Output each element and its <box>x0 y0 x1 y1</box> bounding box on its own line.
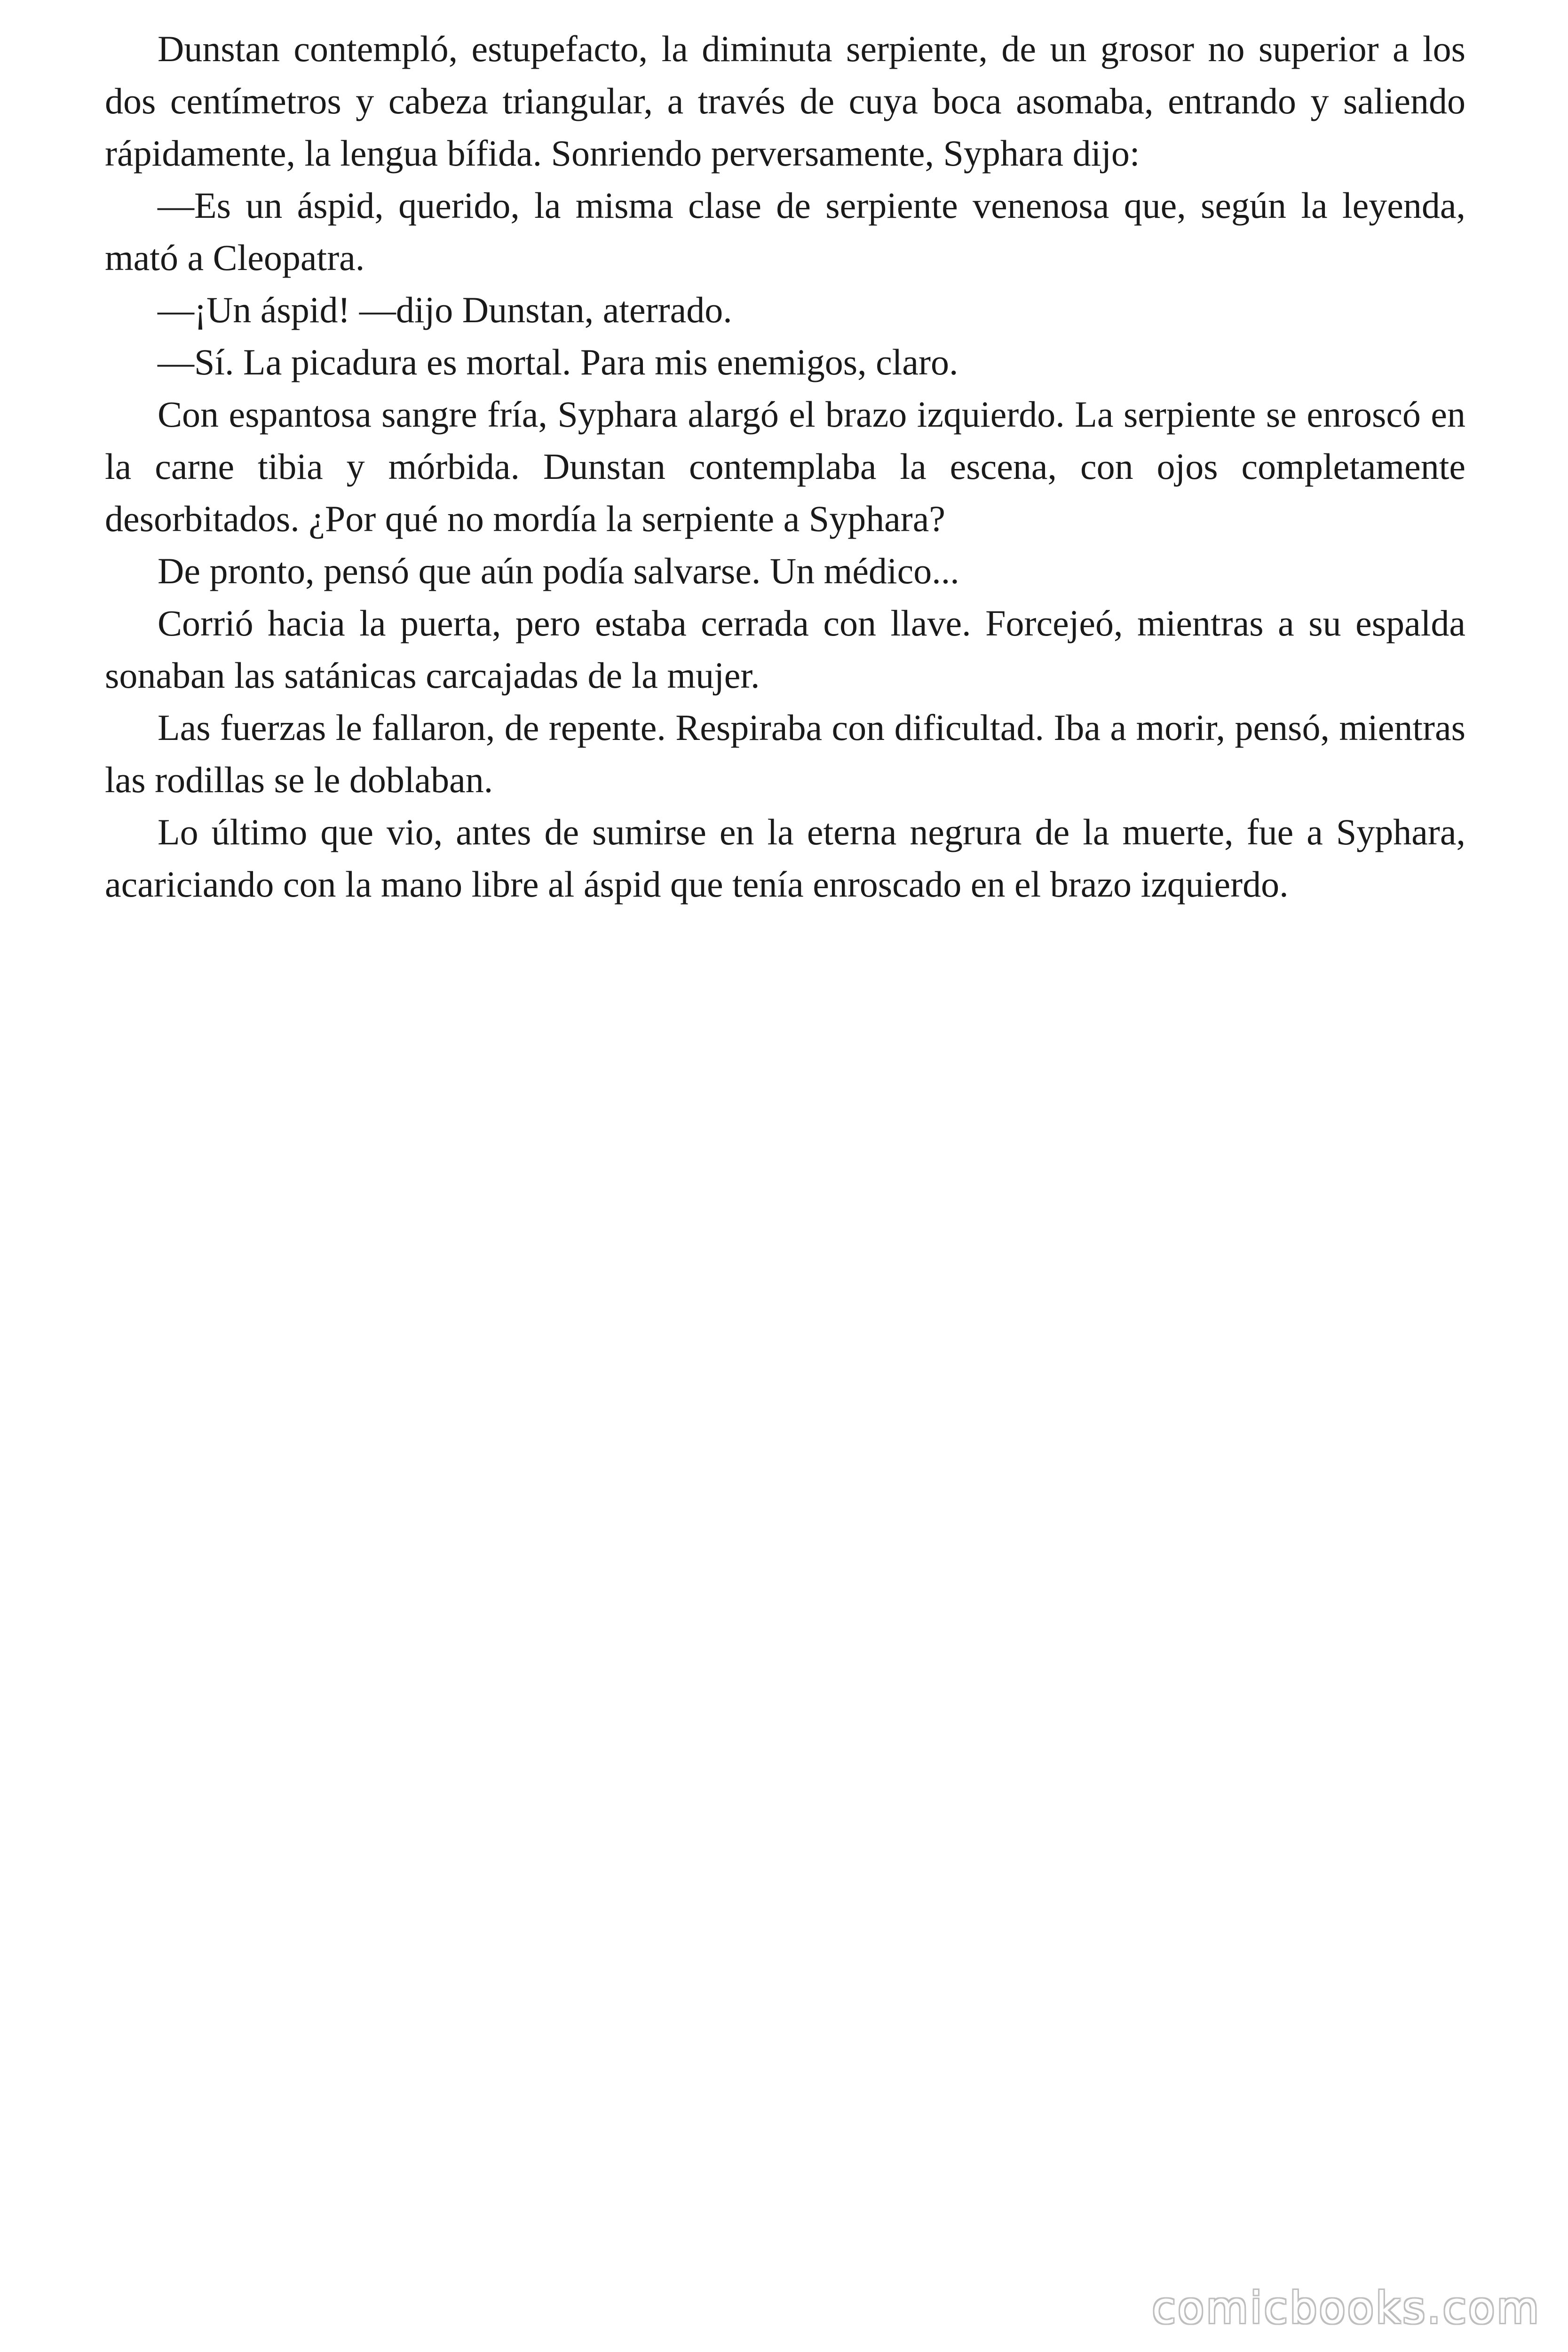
paragraph-8: Las fuerzas le fallaron, de repente. Respiraba con dificultad. Iba a morir, pensó, mientras las rodillas se le doblaban. <box>105 707 1465 800</box>
paragraph-3: —¡Un áspid! —dijo Dunstan, aterrado. <box>158 289 732 330</box>
watermark-logo: comicbooks.com <box>1152 2283 1541 2333</box>
paragraph-5: Con espantosa sangre fría, Syphara alargó el brazo izquierdo. La serpiente se enroscó en la carne tibia y mórbida. Dunstan contemplaba la escena, con ojos completamente desorbitados. ¿Por qué no mordía la serpiente a Syphara? <box>105 394 1465 539</box>
document-body <box>105 23 1465 910</box>
paragraph-2: —Es un áspid, querido, la misma clase de serpiente venenosa que, según la leyenda, mató a Cleopatra. <box>105 185 1465 278</box>
paragraph-6: De pronto, pensó que aún podía salvarse. Un médico... <box>158 550 959 591</box>
paragraph-7: Corrió hacia la puerta, pero estaba cerrada con llave. Forcejeó, mientras a su espalda sonaban las satánicas carcajadas de la mujer. <box>105 603 1465 696</box>
paragraph-9: Lo último que vio, antes de sumirse en la eterna negrura de la muerte, fue a Syphara, acariciando con la mano libre al áspid que tenía enroscado en el brazo izquierdo. <box>105 811 1465 905</box>
paragraph-1: Dunstan contempló, estupefacto, la diminuta serpiente, de un grosor no superior a los dos centímetros y cabeza triangular, a través de cuya boca asomaba, entrando y saliendo rápidamente, la lengua bífida. Sonriendo perversamente, Syphara dijo: <box>105 28 1465 174</box>
paragraph-4: —Sí. La picadura es mortal. Para mis enemigos, claro. <box>158 342 958 382</box>
